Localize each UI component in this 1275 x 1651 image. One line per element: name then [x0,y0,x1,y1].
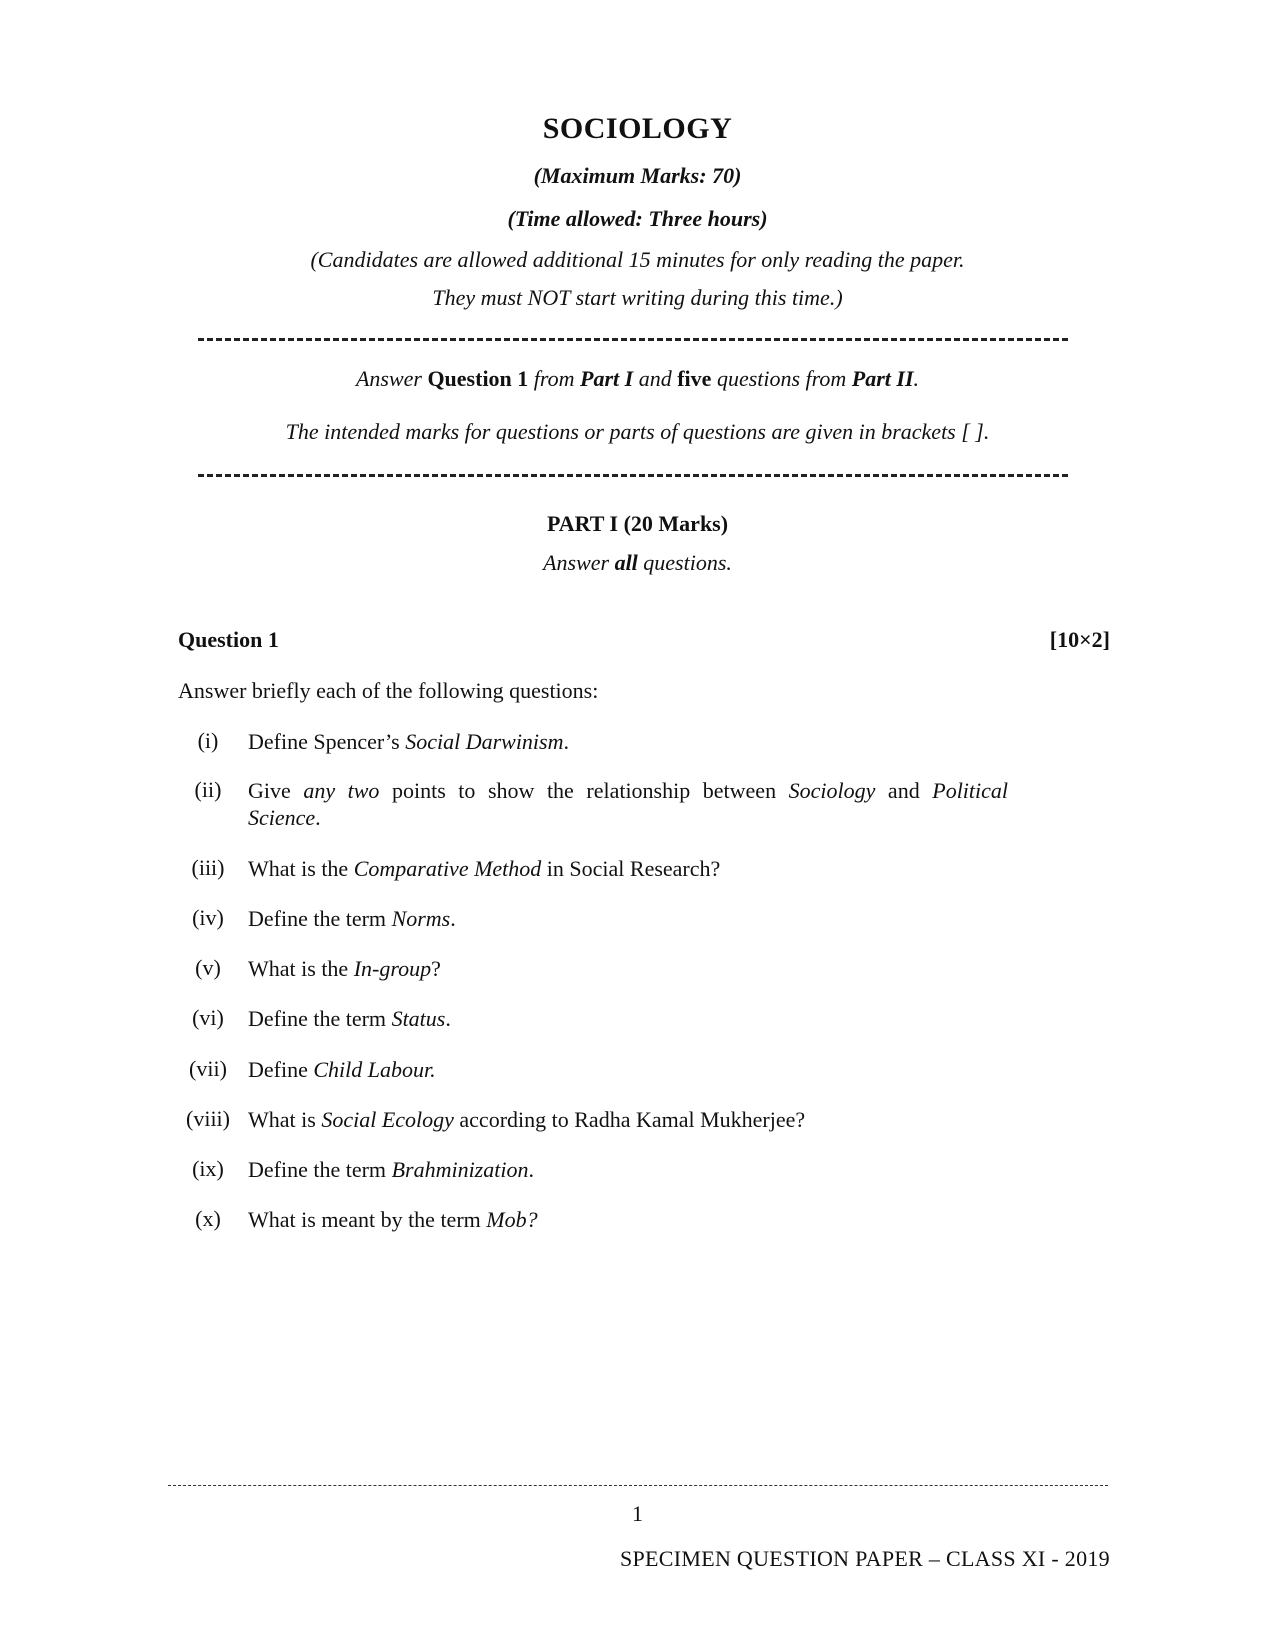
item-number: (ii) [194,777,222,802]
part-instruction: Answer all questions. [543,550,732,575]
item-number: (iii) [191,855,225,880]
item-number: (v) [195,955,221,980]
item-number: (vii) [189,1056,227,1081]
reading-note-line-2: They must NOT start writing during this time.) [432,285,843,310]
item-number: (x) [195,1206,221,1231]
item-number: (viii) [186,1106,230,1131]
page-number: 1 [632,1501,643,1526]
item-text: What is Social Ecology according to Radha Kamal Mukherjee? [248,1107,806,1132]
item-text: Define the term Norms. [248,906,456,931]
question-marks: [10×2] [1049,627,1110,652]
footer-text: SPECIMEN QUESTION PAPER – CLASS XI - 2019 [619,1546,1110,1571]
paper-title: SOCIOLOGY [542,112,733,145]
question-label: Question 1 [178,627,279,652]
instruction-line-1: Answer Question 1 from Part I and five questions from Part II. [355,366,920,391]
instruction-line-2: The intended marks for questions or parts of questions are given in brackets [ ]. [285,419,990,444]
item-text: Define Child Labour. [248,1057,436,1082]
divider-middle [198,474,1068,477]
item-number: (i) [197,728,219,753]
divider-top [198,338,1068,341]
item-text: Define the term Brahminization. [248,1157,534,1182]
item-text: Define the term Status. [248,1006,451,1031]
item-text: What is the Comparative Method in Social Research? [248,856,721,881]
item-text: What is meant by the term Mob? [248,1207,538,1232]
item-text: Give any two points to show the relationship between Sociology and Political Science. [248,778,1009,830]
item-number: (iv) [192,905,224,930]
item-text: What is the In-group? [248,956,441,981]
item-number: (ix) [192,1156,224,1181]
question-intro: Answer briefly each of the following questions: [178,678,599,703]
item-text: Define Spencer’s Social Darwinism. [248,729,569,754]
part-title: PART I (20 Marks) [546,511,729,536]
item-number: (vi) [192,1005,224,1030]
divider-footer [168,1485,1108,1486]
time-allowed: (Time allowed: Three hours) [507,206,768,231]
maximum-marks: (Maximum Marks: 70) [533,163,742,188]
reading-note-line-1: (Candidates are allowed additional 15 minutes for only reading the paper. [310,247,965,272]
